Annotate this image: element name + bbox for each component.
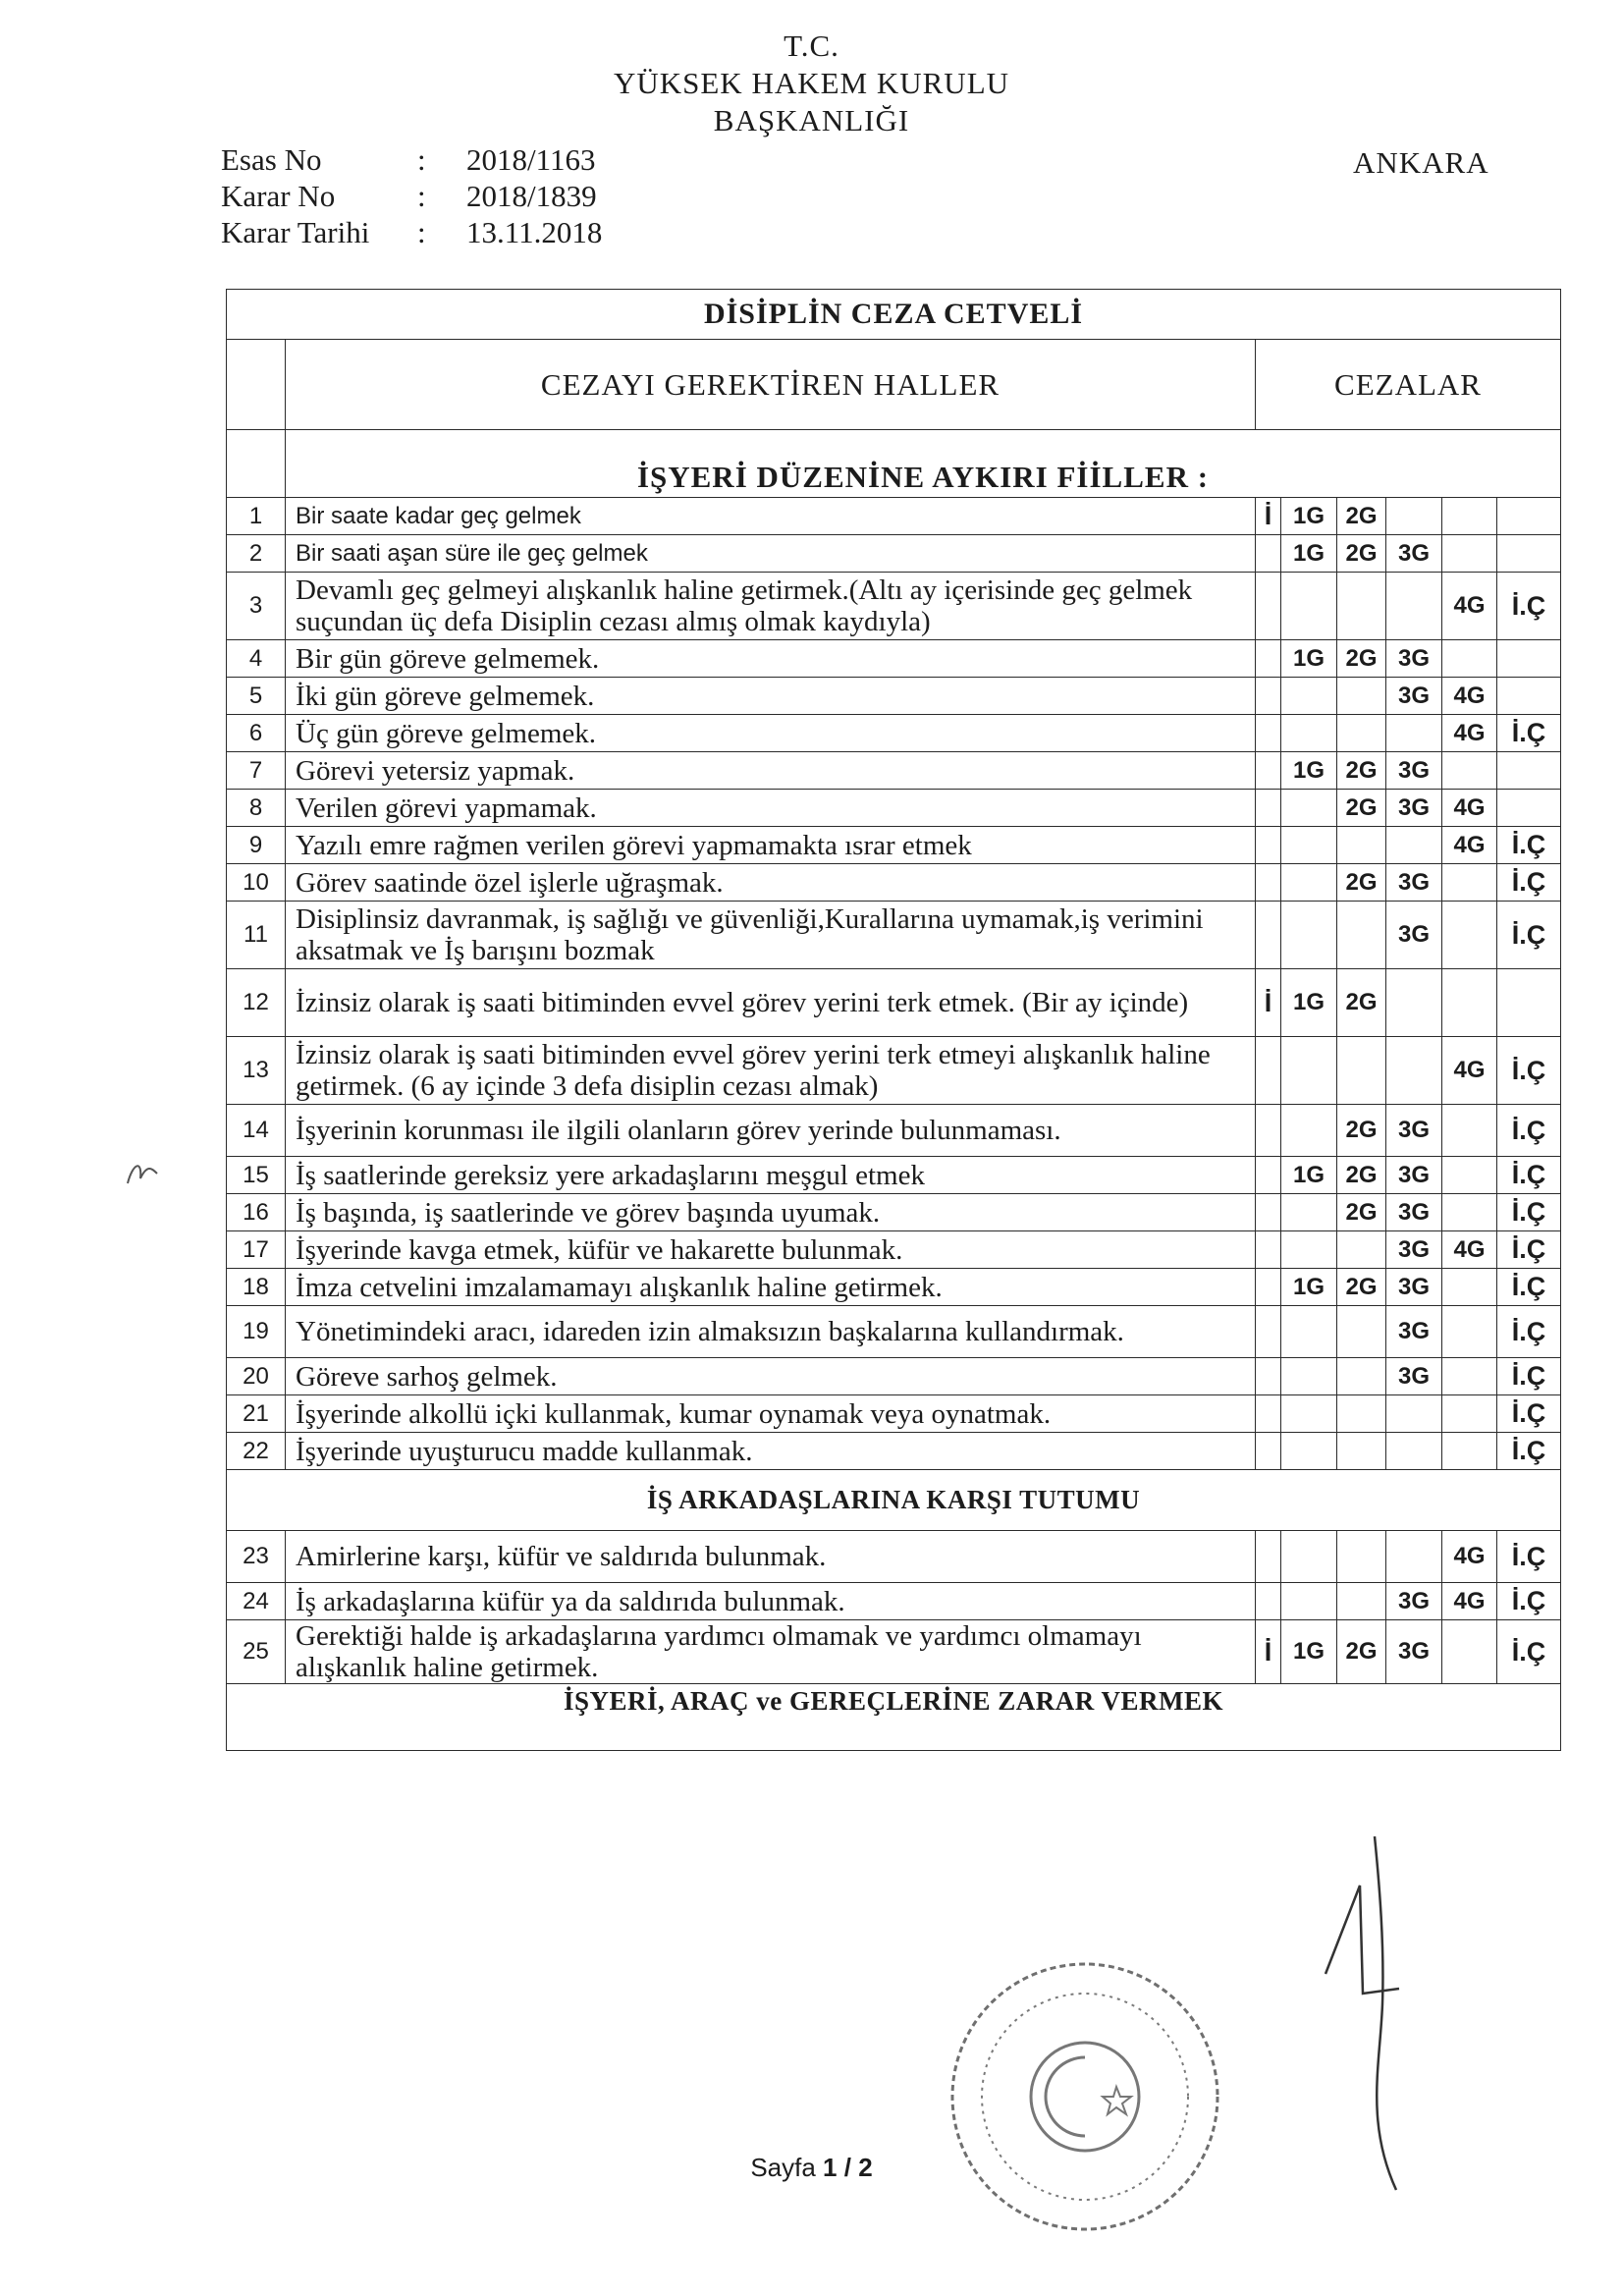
penalty-cell — [1281, 827, 1337, 864]
header-tc: T.C. — [784, 28, 839, 63]
table-row — [227, 1531, 1561, 1583]
meta-value: 2018/1163 — [466, 142, 596, 177]
row-number: 24 — [227, 1583, 286, 1620]
row-description: İki gün göreve gelmemek. — [286, 678, 1256, 715]
penalty-cell — [1442, 1157, 1497, 1194]
table-title: DİSİPLİN CEZA CETVELİ — [227, 290, 1561, 340]
penalty-cell — [1337, 1395, 1386, 1433]
penalty-cell — [1386, 1395, 1442, 1433]
row-description: İş saatlerinde gereksiz yere arkadaşlarını meşgul etmek — [286, 1157, 1256, 1194]
row-number: 17 — [227, 1231, 286, 1269]
table-row — [227, 1433, 1561, 1470]
section-title-colleagues-row — [227, 1470, 1561, 1531]
meta-karar — [221, 179, 597, 214]
penalty-cell: 4G — [1442, 1231, 1497, 1269]
row-number: 6 — [227, 715, 286, 752]
row-description: Bir saate kadar geç gelmek — [286, 498, 1256, 535]
official-seal — [938, 1949, 1232, 2249]
table-row — [227, 1037, 1561, 1105]
penalty-cell — [1281, 1433, 1337, 1470]
row-description: Görevi yetersiz yapmak. — [286, 752, 1256, 790]
penalty-cell — [1386, 573, 1442, 640]
section-title-workplace: İŞYERİ DÜZENİNE AYKIRI FİİLLER : — [286, 430, 1561, 498]
penalty-cell: 2G — [1337, 864, 1386, 902]
row-number: 4 — [227, 640, 286, 678]
penalty-cell — [1256, 640, 1281, 678]
penalty-cell — [1386, 1531, 1442, 1583]
penalty-cell — [1281, 715, 1337, 752]
row-description: İş başında, iş saatlerinde ve görev başında uyumak. — [286, 1194, 1256, 1231]
penalty-cell — [1256, 1157, 1281, 1194]
penalty-cell — [1442, 1306, 1497, 1358]
penalty-cell — [1281, 1231, 1337, 1269]
row-number: 15 — [227, 1157, 286, 1194]
section-title-colleagues: İŞ ARKADAŞLARINA KARŞI TUTUMU — [227, 1470, 1561, 1531]
penalty-cell — [1442, 1395, 1497, 1433]
penalty-cell — [1442, 1433, 1497, 1470]
penalty-cell: İ.Ç — [1497, 1620, 1561, 1684]
penalty-cell — [1281, 573, 1337, 640]
row-number: 5 — [227, 678, 286, 715]
row-description: İşyerinde alkollü içki kullanmak, kumar oynamak veya oynatmak. — [286, 1395, 1256, 1433]
row-description: Yönetimindeki aracı, idareden izin almaksızın başkalarına kullandırmak. — [286, 1306, 1256, 1358]
row-number: 3 — [227, 573, 286, 640]
penalty-cell — [1337, 1583, 1386, 1620]
row-description: İş arkadaşlarına küfür ya da saldırıda bulunmak. — [286, 1583, 1256, 1620]
penalty-cell: İ.Ç — [1497, 1583, 1561, 1620]
penalty-cell — [1337, 715, 1386, 752]
table-row — [227, 715, 1561, 752]
penalty-cell: 2G — [1337, 1157, 1386, 1194]
penalty-cell — [1497, 535, 1561, 573]
penalty-cell: 3G — [1386, 1620, 1442, 1684]
penalty-cell: 4G — [1442, 1583, 1497, 1620]
row-description: Bir gün göreve gelmemek. — [286, 640, 1256, 678]
penalty-cell: İ.Ç — [1497, 715, 1561, 752]
row-description: Verilen görevi yapmamak. — [286, 790, 1256, 827]
penalty-cell — [1337, 1531, 1386, 1583]
penalty-cell: 1G — [1281, 752, 1337, 790]
meta-value: 2018/1839 — [466, 179, 597, 213]
row-number: 10 — [227, 864, 286, 902]
meta-sep: : — [417, 215, 426, 249]
penalty-cell: İ.Ç — [1497, 1105, 1561, 1157]
table-row — [227, 969, 1561, 1037]
penalty-cell — [1281, 1395, 1337, 1433]
penalty-cell: 3G — [1386, 1358, 1442, 1395]
penalty-cell: 1G — [1281, 640, 1337, 678]
table-row — [227, 1157, 1561, 1194]
section-row — [227, 430, 1561, 498]
penalty-cell: 4G — [1442, 790, 1497, 827]
penalty-cell: 3G — [1386, 1194, 1442, 1231]
row-description: Yazılı emre rağmen verilen görevi yapmamakta ısrar etmek — [286, 827, 1256, 864]
penalty-cell — [1497, 640, 1561, 678]
penalty-cell: 2G — [1337, 1620, 1386, 1684]
penalty-cell — [1386, 715, 1442, 752]
penalty-table — [226, 289, 1561, 1751]
penalty-cell — [1256, 1269, 1281, 1306]
meta-sep: : — [417, 142, 426, 177]
row-number: 7 — [227, 752, 286, 790]
row-number: 2 — [227, 535, 286, 573]
row-description: Disiplinsiz davranmak, iş sağlığı ve güvenliği,Kurallarına uymamak,iş verimini aksatmak ve İş barışını bozmak — [286, 902, 1256, 969]
penalty-cell — [1442, 864, 1497, 902]
penalty-cell: 4G — [1442, 678, 1497, 715]
row-description: Görev saatinde özel işlerle uğraşmak. — [286, 864, 1256, 902]
table-row — [227, 640, 1561, 678]
penalty-cell: 3G — [1386, 1105, 1442, 1157]
header-blank-cell — [227, 340, 286, 430]
meta-sep: : — [417, 179, 426, 213]
table-row — [227, 752, 1561, 790]
row-description: İşyerinde uyuşturucu madde kullanmak. — [286, 1433, 1256, 1470]
penalty-cell: 3G — [1386, 790, 1442, 827]
penalty-cell — [1256, 790, 1281, 827]
penalty-cell — [1497, 678, 1561, 715]
penalty-cell — [1386, 969, 1442, 1037]
table-row — [227, 1620, 1561, 1684]
penalty-cell: 3G — [1386, 1231, 1442, 1269]
col-situations-header: CEZAYI GEREKTİREN HALLER — [286, 340, 1256, 430]
penalty-cell — [1442, 969, 1497, 1037]
penalty-cell — [1386, 1433, 1442, 1470]
table-row — [227, 1583, 1561, 1620]
penalty-cell — [1281, 1037, 1337, 1105]
penalty-cell — [1337, 1037, 1386, 1105]
penalty-cell — [1256, 1037, 1281, 1105]
penalty-cell — [1337, 827, 1386, 864]
section-row — [227, 1684, 1561, 1751]
penalty-cell — [1386, 1037, 1442, 1105]
penalty-cell — [1281, 1194, 1337, 1231]
penalty-cell — [1256, 715, 1281, 752]
penalty-cell — [1256, 1194, 1281, 1231]
penalty-cell: 4G — [1442, 1531, 1497, 1583]
penalty-cell: 4G — [1442, 827, 1497, 864]
penalty-cell — [1442, 1105, 1497, 1157]
row-number: 25 — [227, 1620, 286, 1684]
penalty-cell: 3G — [1386, 640, 1442, 678]
header-institution: YÜKSEK HAKEM KURULU — [613, 66, 1010, 100]
penalty-cell: İ.Ç — [1497, 1395, 1561, 1433]
penalty-cell: 3G — [1386, 1583, 1442, 1620]
table-row — [227, 864, 1561, 902]
penalty-cell — [1337, 1358, 1386, 1395]
row-description: Bir saati aşan süre ile geç gelmek — [286, 535, 1256, 573]
row-number: 13 — [227, 1037, 286, 1105]
penalty-cell — [1256, 1583, 1281, 1620]
penalty-cell — [1256, 827, 1281, 864]
penalty-cell — [1442, 752, 1497, 790]
row-number: 21 — [227, 1395, 286, 1433]
meta-label: Karar No — [221, 179, 336, 213]
penalty-cell: 2G — [1337, 640, 1386, 678]
penalty-cell: İ.Ç — [1497, 1358, 1561, 1395]
penalty-cell — [1256, 902, 1281, 969]
penalty-cell: 3G — [1386, 678, 1442, 715]
penalty-cell: İ.Ç — [1497, 1231, 1561, 1269]
initials-mark — [123, 1154, 162, 1198]
section-blank-cell — [227, 430, 286, 498]
penalty-cell: İ.Ç — [1497, 1157, 1561, 1194]
penalty-cell: İ.Ç — [1497, 1531, 1561, 1583]
penalty-cell: 2G — [1337, 1269, 1386, 1306]
penalty-cell: İ.Ç — [1497, 1037, 1561, 1105]
penalty-cell — [1386, 498, 1442, 535]
section-title-equipment: İŞYERİ, ARAÇ ve GEREÇLERİNE ZARAR VERMEK — [227, 1684, 1561, 1751]
penalty-cell — [1442, 1620, 1497, 1684]
row-number: 16 — [227, 1194, 286, 1231]
penalty-cell — [1256, 1395, 1281, 1433]
penalty-cell: 4G — [1442, 1037, 1497, 1105]
penalty-cell: 2G — [1337, 498, 1386, 535]
penalty-cell — [1497, 752, 1561, 790]
penalty-cell: 3G — [1386, 535, 1442, 573]
table-row — [227, 498, 1561, 535]
penalty-cell: 1G — [1281, 1620, 1337, 1684]
penalty-cell: 3G — [1386, 864, 1442, 902]
penalty-cell — [1442, 902, 1497, 969]
table-row — [227, 1105, 1561, 1157]
row-number: 12 — [227, 969, 286, 1037]
penalty-cell — [1281, 1531, 1337, 1583]
row-description: İzinsiz olarak iş saati bitiminden evvel görev yerini terk etmek. (Bir ay içinde) — [286, 969, 1256, 1037]
row-description: Amirlerine karşı, küfür ve saldırıda bulunmak. — [286, 1531, 1256, 1583]
meta-label: Esas No — [221, 142, 322, 177]
penalty-cell — [1337, 573, 1386, 640]
penalty-cell — [1281, 1306, 1337, 1358]
penalty-cell: 1G — [1281, 498, 1337, 535]
penalty-cell — [1281, 864, 1337, 902]
table-row — [227, 678, 1561, 715]
column-header-row — [227, 340, 1561, 430]
penalty-cell — [1442, 1269, 1497, 1306]
penalty-cell: İ.Ç — [1497, 1306, 1561, 1358]
table-row — [227, 827, 1561, 864]
penalty-cell: İ — [1256, 498, 1281, 535]
penalty-cell — [1442, 1194, 1497, 1231]
row-number: 23 — [227, 1531, 286, 1583]
penalty-cell — [1337, 1306, 1386, 1358]
penalty-cell: 2G — [1337, 752, 1386, 790]
penalty-cell — [1281, 902, 1337, 969]
table-row — [227, 902, 1561, 969]
penalty-cell — [1442, 640, 1497, 678]
penalty-cell: 1G — [1281, 1269, 1337, 1306]
row-number: 9 — [227, 827, 286, 864]
penalty-cell — [1256, 1433, 1281, 1470]
penalty-cell — [1256, 1358, 1281, 1395]
penalty-cell: İ.Ç — [1497, 1194, 1561, 1231]
penalty-cell: 3G — [1386, 1269, 1442, 1306]
penalty-cell — [1256, 752, 1281, 790]
header-city: ANKARA — [1353, 145, 1489, 180]
penalty-cell — [1256, 573, 1281, 640]
table-row — [227, 1395, 1561, 1433]
penalty-cell: 3G — [1386, 902, 1442, 969]
row-number: 14 — [227, 1105, 286, 1157]
table-row — [227, 1231, 1561, 1269]
penalty-cell — [1281, 1583, 1337, 1620]
penalty-cell — [1497, 969, 1561, 1037]
penalty-cell: 1G — [1281, 1157, 1337, 1194]
footer-sep: / — [843, 2153, 851, 2182]
table-row — [227, 535, 1561, 573]
penalty-cell: İ — [1256, 1620, 1281, 1684]
footer-prefix: Sayfa — [750, 2153, 816, 2182]
meta-value: 13.11.2018 — [466, 215, 603, 249]
penalty-cell: İ.Ç — [1497, 864, 1561, 902]
penalty-cell — [1256, 1531, 1281, 1583]
penalty-cell: İ.Ç — [1497, 1269, 1561, 1306]
header-presidency: BAŞKANLIĞI — [713, 103, 910, 137]
penalty-cell — [1442, 535, 1497, 573]
row-description: Devamlı geç gelmeyi alışkanlık haline getirmek.(Altı ay içerisinde geç gelmek suçundan üç defa Disiplin cezası almış olmak kaydıyla) — [286, 573, 1256, 640]
penalty-cell: 2G — [1337, 969, 1386, 1037]
row-description: Göreve sarhoş gelmek. — [286, 1358, 1256, 1395]
row-description: Gerektiği halde iş arkadaşlarına yardımcı olmamak ve yardımcı olmamayı alışkanlık haline getirmek. — [286, 1620, 1256, 1684]
penalty-cell — [1281, 1358, 1337, 1395]
penalty-cell: 4G — [1442, 715, 1497, 752]
penalty-cell: 4G — [1442, 573, 1497, 640]
penalty-cell: 1G — [1281, 535, 1337, 573]
penalty-cell: 3G — [1386, 1306, 1442, 1358]
row-number: 19 — [227, 1306, 286, 1358]
penalty-cell: 1G — [1281, 969, 1337, 1037]
row-description: Üç gün göreve gelmemek. — [286, 715, 1256, 752]
penalty-cell: 2G — [1337, 1194, 1386, 1231]
penalty-cell — [1337, 902, 1386, 969]
row-number: 20 — [227, 1358, 286, 1395]
footer-page: 1 — [823, 2153, 838, 2182]
table-row — [227, 573, 1561, 640]
penalty-cell: İ.Ç — [1497, 1433, 1561, 1470]
penalty-cell — [1337, 678, 1386, 715]
penalty-cell — [1281, 1105, 1337, 1157]
penalty-cell — [1497, 498, 1561, 535]
penalty-cell — [1386, 827, 1442, 864]
row-number: 1 — [227, 498, 286, 535]
penalty-cell: İ.Ç — [1497, 902, 1561, 969]
row-description: İzinsiz olarak iş saati bitiminden evvel görev yerini terk etmeyi alışkanlık haline getirmek. (6 ay içinde 3 defa disiplin cezası almak) — [286, 1037, 1256, 1105]
meta-label: Karar Tarihi — [221, 215, 370, 249]
row-number: 8 — [227, 790, 286, 827]
table-row — [227, 1269, 1561, 1306]
col-penalties-header: CEZALAR — [1256, 340, 1561, 430]
penalty-cell: İ — [1256, 969, 1281, 1037]
penalty-cell — [1497, 790, 1561, 827]
row-number: 18 — [227, 1269, 286, 1306]
table-row — [227, 1194, 1561, 1231]
table-row — [227, 790, 1561, 827]
penalty-cell — [1256, 864, 1281, 902]
row-description: İşyerinde kavga etmek, küfür ve hakarette bulunmak. — [286, 1231, 1256, 1269]
row-description: İmza cetvelini imzalamamayı alışkanlık haline getirmek. — [286, 1269, 1256, 1306]
table-row — [227, 1358, 1561, 1395]
penalty-cell — [1281, 678, 1337, 715]
row-description: İşyerinin korunması ile ilgili olanların görev yerinde bulunmaması. — [286, 1105, 1256, 1157]
penalty-cell — [1442, 1358, 1497, 1395]
penalty-cell: 2G — [1337, 535, 1386, 573]
penalty-cell: İ.Ç — [1497, 827, 1561, 864]
penalty-cell — [1281, 790, 1337, 827]
row-number: 11 — [227, 902, 286, 969]
penalty-cell: 2G — [1337, 790, 1386, 827]
penalty-cell: 3G — [1386, 1157, 1442, 1194]
row-number: 22 — [227, 1433, 286, 1470]
penalty-cell: 3G — [1386, 752, 1442, 790]
penalty-cell — [1256, 1105, 1281, 1157]
penalty-cell: 2G — [1337, 1105, 1386, 1157]
penalty-cell — [1337, 1433, 1386, 1470]
penalty-cell — [1442, 498, 1497, 535]
penalty-cell — [1256, 1306, 1281, 1358]
table-row — [227, 1306, 1561, 1358]
penalty-cell — [1256, 1231, 1281, 1269]
penalty-cell: İ.Ç — [1497, 573, 1561, 640]
penalty-cell — [1337, 1231, 1386, 1269]
meta-tarih — [221, 215, 602, 250]
penalty-cell — [1256, 535, 1281, 573]
signature — [1306, 1827, 1424, 2205]
footer-total: 2 — [858, 2153, 873, 2182]
table-title-row — [227, 290, 1561, 340]
penalty-cell — [1256, 678, 1281, 715]
meta-esas — [221, 142, 595, 178]
